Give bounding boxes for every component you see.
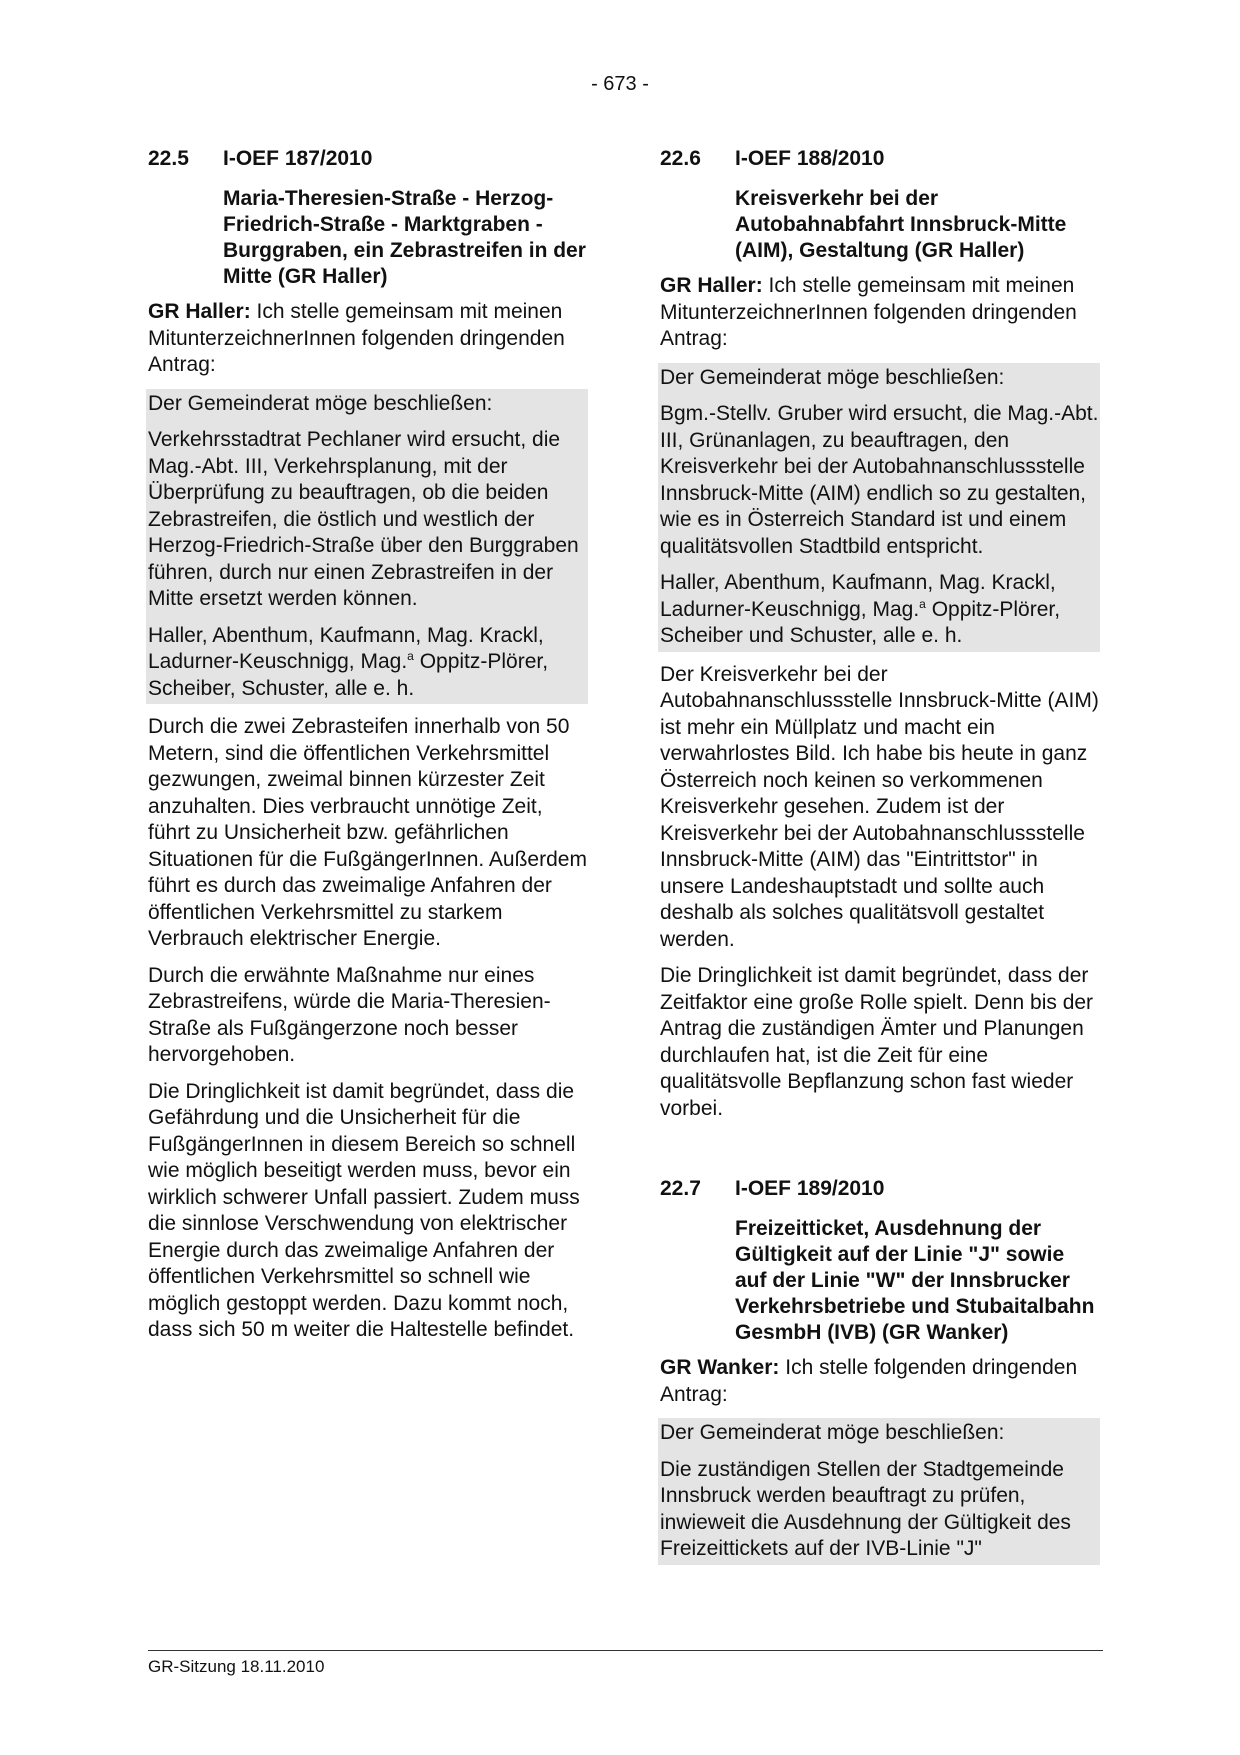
body-paragraph: Die Dringlichkeit ist damit begründet, dass der Zeitfaktor eine große Rolle spielt. Denn bis der Antrag die zuständigen Ämter und Planungen durchlaufen hat, ist die Zeit für eine qualitätsvolle Bepflanzung schon fast wieder vorbei. xyxy=(660,964,1094,1120)
section-title: Kreisverkehr bei der Autobahnabfahrt Innsbruck-Mitte (AIM), Gestaltung (GR Haller) xyxy=(735,187,1067,262)
body-paragraph: Der Kreisverkehr bei der Autobahnanschlussstelle Innsbruck-Mitte (AIM) ist mehr ein Müllplatz und macht ein verwahrlostes Bild. Ich habe bis heute in ganz Österreich noch keinen so verkommenen Kreisverkehr gesehen. Zudem ist der Kreisverkehr bei der Autobahnanschlussstelle Innsbruck-Mitte (AIM) das "Eintrittstor" in unsere Landeshauptstadt und sollte auch deshalb als solches qualitätsvoll gestaltet werden. xyxy=(660,662,1099,951)
signers-text-rest: Oppitz-Plörer, Scheiber, Schuster, alle e. h. xyxy=(148,650,549,700)
section-spacer xyxy=(660,1132,1100,1176)
signers xyxy=(658,570,1100,652)
section-heading xyxy=(660,146,1100,172)
motion-block xyxy=(660,1418,1100,1565)
section-title: Freizeitticket, Ausdehnung der Gültigkeit auf der Linie "J" sowie auf der Linie "W" der Innsbrucker Verkehrsbetriebe und Stubaitalbahn GesmbH (IVB) (GR Wanker) xyxy=(735,1217,1095,1344)
motion-block xyxy=(660,363,1100,652)
section-number: 22.5 xyxy=(148,147,189,170)
section-heading xyxy=(148,146,588,172)
motion-text: Verkehrsstadtrat Pechlaner wird ersucht, die Mag.-Abt. III, Verkehrsplanung, mit der Überprüfung zu beauftragen, ob die beiden Zebrastreifen, die östlich und westlich der Herzog-Friedrich-Straße über den Burggraben führen, durch nur einen Zebrastreifen in der Mitte ersetzt werden können. xyxy=(146,427,588,623)
body-paragraph: Die Dringlichkeit ist damit begründet, dass die Gefährdung und die Unsicherheit für die FußgängerInnen in diesem Bereich so schnell wie möglich beseitigt werden muss, bevor ein wirklich schwerer Unfall passiert. Zudem muss die sinnlose Verschwendung von elektrischer Energie durch das zweimalige Anfahren der öffentlichen Verkehrsmittel so schnell wie möglich gestoppt werden. Dazu kommt noch, dass sich 50 m weiter die Haltestelle befindet. xyxy=(148,1079,580,1341)
motion-heading: Der Gemeinderat möge beschließen: xyxy=(658,363,1100,402)
speaker-label: GR Wanker: xyxy=(660,1356,780,1379)
intro-paragraph xyxy=(660,1355,1100,1408)
signers xyxy=(146,623,588,705)
intro-text: Ich stelle gemeinsam mit meinen MitunterzeichnerInnen folgenden dringenden Antrag: xyxy=(660,274,1077,350)
intro-paragraph xyxy=(148,299,588,379)
section-code: I-OEF 187/2010 xyxy=(223,147,373,170)
signers-superscript: a xyxy=(919,596,926,611)
footer-text: GR-Sitzung 18.11.2010 xyxy=(148,1657,325,1676)
motion-text: Die zuständigen Stellen der Stadtgemeinde Innsbruck werden beauftragt zu prüfen, inwieweit die Ausdehnung der Gültigkeit des Freizeittickets auf der IVB-Linie "J" xyxy=(658,1457,1100,1565)
motion-block xyxy=(148,389,588,705)
section-number: 22.6 xyxy=(660,147,701,170)
intro-paragraph xyxy=(660,273,1100,353)
speaker-label: GR Haller: xyxy=(148,300,251,323)
signers-text: Haller, Abenthum, Kaufmann, Mag. Krackl, Ladurner-Keuschnigg, Mag. xyxy=(660,571,1056,621)
section-code: I-OEF 189/2010 xyxy=(735,1177,885,1200)
section-heading xyxy=(660,1176,1100,1202)
footer-rule xyxy=(148,1650,1103,1651)
speaker-label: GR Haller: xyxy=(660,274,763,297)
right-column xyxy=(660,146,1100,1575)
signers-superscript: a xyxy=(407,649,414,663)
motion-heading: Der Gemeinderat möge beschließen: xyxy=(658,1418,1100,1457)
signers-text: Haller, Abenthum, Kaufmann, Mag. Krackl, Ladurner-Keuschnigg, Mag. xyxy=(148,623,544,673)
page-number: - 673 - xyxy=(591,73,649,95)
body-paragraph: Durch die zwei Zebrasteifen innerhalb von 50 Metern, sind die öffentlichen Verkehrsmittel gezwungen, zweimal binnen kürzester Zeit anzuhalten. Dies verbraucht unnötige Zeit, führt zu Unsicherheit bzw. gefährlichen Situationen für die FußgängerInnen. Außerdem führt es durch das zweimalige Anfahren der öffentlichen Verkehrsmittel zu starkem Verbrauch elektrischer Energie. xyxy=(148,715,587,950)
motion-heading: Der Gemeinderat möge beschließen: xyxy=(146,389,588,428)
intro-text: Ich stelle gemeinsam mit meinen MitunterzeichnerInnen folgenden dringenden Antrag: xyxy=(148,300,565,376)
left-column xyxy=(148,146,588,1354)
intro-text: Ich stelle folgenden dringenden Antrag: xyxy=(660,1356,1078,1406)
motion-text: Bgm.-Stellv. Gruber wird ersucht, die Mag.-Abt. III, Grünanlagen, zu beauftragen, den Kreisverkehr bei der Autobahnanschlussstelle Innsbruck-Mitte (AIM) endlich so zu gestalten, wie es in Österreich Standard ist und einem qualitätsvollen Stadtbild entspricht. xyxy=(658,401,1100,570)
body-paragraph: Durch die erwähnte Maßnahme nur eines Zebrastreifens, würde die Maria-Theresien-Straße als Fußgängerzone noch besser hervorgehoben. xyxy=(148,963,551,1066)
signers-text-rest: Oppitz-Plörer, Scheiber und Schuster, alle e. h. xyxy=(660,597,1061,647)
section-number: 22.7 xyxy=(660,1177,701,1200)
section-code: I-OEF 188/2010 xyxy=(735,147,885,170)
section-title: Maria-Theresien-Straße - Herzog-Friedrich-Straße - Marktgraben - Burggraben, ein Zebrastreifen in der Mitte (GR Haller) xyxy=(223,187,586,288)
